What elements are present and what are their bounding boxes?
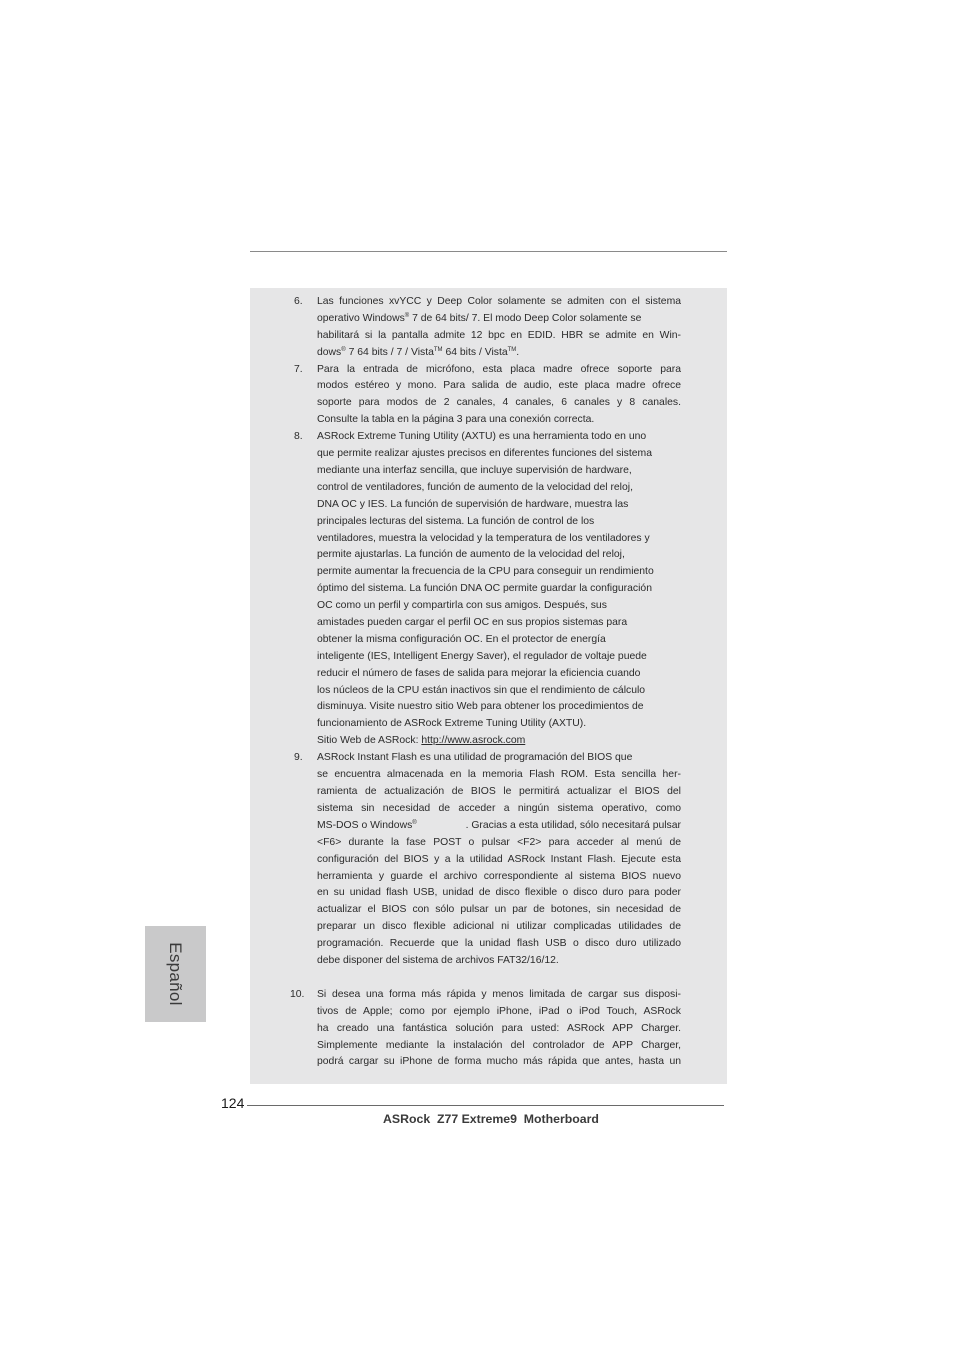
text-line: obtener la misma configuración OC. En el protector de energía	[317, 633, 606, 645]
item-text	[317, 362, 681, 430]
text-line: Si desea una forma más rápida y menos limitada de cargar sus disposi-	[317, 988, 681, 1000]
text-line: ha creado una fantástica solución para usted: ASRock APP Charger.	[317, 1022, 681, 1034]
text-line: óptimo del sistema. La función DNA OC permite guardar la configuración	[317, 583, 652, 595]
text-line: reducir el número de fases de salida para mejorar la eficiencia cuando	[317, 667, 641, 679]
text-line: mediante una interfaz sencilla, que incluye supervisión de hardware,	[317, 464, 632, 476]
item-number: 10.	[290, 988, 305, 1000]
text-line: soporte para modos de 2 canales, 4 canales, 6 canales y 8 canales.	[317, 397, 681, 409]
text-line: modos estéreo y mono. Para salida de audio, este placa madre ofrece	[317, 380, 681, 392]
text-line: ramienta de actualización de BIOS le permitirá actualizar el BIOS del	[317, 786, 681, 798]
text-line: herramienta y guarde el archivo correspondiente al sistema BIOS nuevo	[317, 870, 681, 882]
footer-title: ASRock Z77 Extreme9 Motherboard	[383, 1112, 599, 1126]
item-text	[317, 294, 681, 362]
trademark-mark: TM	[507, 346, 517, 353]
text-line: amistades pueden cargar el perfil OC en sus propios sistemas para	[317, 616, 628, 628]
text-line: actualizar el BIOS con sólo pulsar un par de botones, sin necesidad de	[317, 904, 681, 916]
text-line: sistema sin necesidad de acceder a ningún sistema operativo, como	[317, 802, 681, 814]
text-line: permite ajustarlas. La función de aumento de la velocidad del reloj,	[317, 549, 625, 561]
item-text	[317, 429, 681, 750]
page-number: 124	[221, 1095, 245, 1111]
text-line: inteligente (IES, Intelligent Energy Saver), el regulador de voltaje puede	[317, 650, 647, 662]
text-line: que permite realizar ajustes precisos en diferentes funciones del sistema	[317, 448, 652, 460]
text-line: Simplemente mediante la instalación del controlador de APP Charger,	[317, 1039, 681, 1051]
text-line: <F6> durante la fase POST o pulsar <F2> para acceder al menú de	[317, 836, 681, 848]
text-line: OC como un perfil y compartirla con sus amigos. Después, sus	[317, 600, 607, 612]
item-number: 9.	[294, 752, 303, 764]
text-line: podrá cargar su iPhone de forma mucho más rápida que antes, hasta un	[317, 1056, 681, 1068]
text-line: en su unidad flash USB, unidad de disco flexible o disco duro para poder	[317, 887, 681, 899]
text-line: configuración del BIOS y a la utilidad ASRock Instant Flash. Ejecute esta	[317, 853, 681, 865]
trademark-mark: TM	[433, 346, 443, 353]
text-line: los núcleos de la CPU están inactivos sin que el rendimiento de cálculo	[317, 684, 646, 696]
text-line: disminuya. Visite nuestro sitio Web para obtener los procedimientos de	[317, 701, 644, 713]
text-line: Consulte la tabla en la página 3 para una conexión correcta.	[317, 414, 595, 426]
item-number: 6.	[294, 296, 303, 307]
text-line: ventiladores, muestra la velocidad y la temperatura de los ventiladores y	[317, 532, 650, 544]
text-line: funcionamiento de ASRock Extreme Tuning Utility (AXTU).	[317, 718, 587, 730]
text-line: Las funciones xvYCC y Deep Color solamente se admiten con el sistema	[317, 296, 681, 307]
content-panel	[250, 288, 727, 1084]
registered-mark: ®	[404, 312, 410, 319]
text-line: se encuentra almacenada en la memoria Flash ROM. Esta sencilla her-	[317, 769, 681, 781]
text-line: Para la entrada de micrófono, esta placa madre ofrece soporte para	[317, 363, 681, 375]
item-text	[317, 987, 681, 1071]
text-line: operativo Windows® 7 de 64 bits/ 7. El modo Deep Color solamente se	[317, 312, 642, 324]
text-line: control de ventiladores, función de aumento de la velocidad del reloj,	[317, 481, 633, 493]
text-line: MS-DOS o Windows® . Gracias a esta utilidad, sólo necesitará pulsar	[317, 819, 681, 831]
text-line: Sitio Web de ASRock: http://www.asrock.com	[317, 735, 526, 747]
item-number: 7.	[294, 363, 303, 375]
text-line: DNA OC y IES. La función de supervisión de hardware, muestra las	[317, 498, 629, 510]
item-text	[317, 750, 681, 970]
asrock-website-link[interactable]: http://www.asrock.com	[421, 735, 526, 747]
text-line: principales lecturas del sistema. La función de control de los	[317, 515, 595, 527]
text-line: ASRock Extreme Tuning Utility (AXTU) es una herramienta todo en uno	[317, 431, 647, 443]
text-line: ASRock Instant Flash es una utilidad de programación del BIOS que	[317, 752, 633, 764]
text-line: programación. Recuerde que la unidad flash USB o disco duro utilizado	[317, 938, 681, 950]
text-line: preparar un disco flexible adicional ni utilizar complicadas utilidades de	[317, 921, 681, 933]
top-divider	[250, 251, 727, 252]
registered-mark: ®	[341, 346, 346, 353]
bottom-divider	[247, 1105, 724, 1106]
registered-mark: ®	[412, 819, 417, 826]
language-tab-label: Español	[166, 942, 185, 1006]
text-line: tivos de Apple; como por ejemplo iPhone, iPad o iPod Touch, ASRock	[317, 1005, 681, 1017]
text-line: dows® 7 64 bits / 7 / Vista™ 64 bits / Vista™.	[317, 346, 520, 358]
text-line: permite aumentar la frecuencia de la CPU para conseguir un rendimiento	[317, 566, 654, 578]
text-line: habilitará si la pantalla admite 12 bpc en EDID. HBR se admite en Win-	[317, 329, 681, 341]
text-line: debe disponer del sistema de archivos FAT32/16/12.	[317, 954, 559, 966]
language-tab	[145, 926, 206, 1022]
item-number: 8.	[294, 431, 303, 443]
